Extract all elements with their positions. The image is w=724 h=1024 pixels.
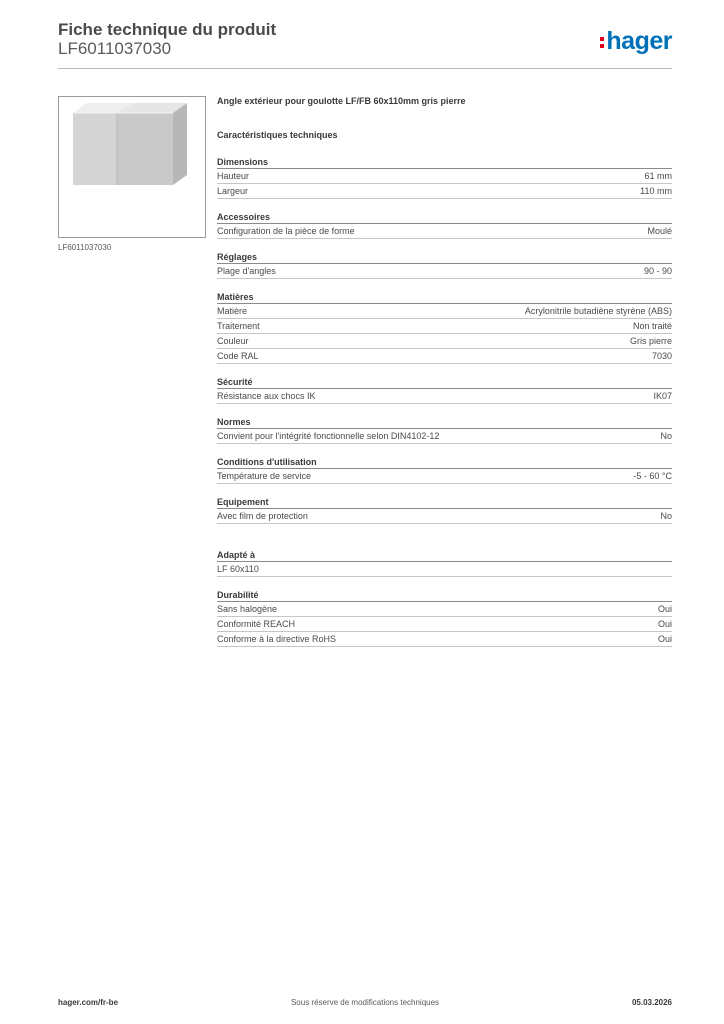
spec-row [217, 264, 672, 279]
spec-section [217, 291, 672, 364]
spec-section [217, 156, 672, 199]
spec-row [217, 562, 672, 577]
spec-value: Moulé [647, 226, 672, 236]
section-title: Conditions d'utilisation [217, 456, 672, 469]
spec-label: Configuration de la pièce de forme [217, 226, 355, 236]
spec-label: Température de service [217, 471, 312, 481]
spec-row [217, 169, 672, 184]
spec-section [217, 251, 672, 279]
section-title: Accessoires [217, 211, 672, 224]
spec-row [217, 429, 672, 444]
technical-characteristics-title: Caractéristiques techniques [217, 130, 338, 140]
section-title: Matières [217, 291, 672, 304]
footer-date: 05.03.2026 [631, 998, 672, 1007]
spec-value: Acrylonitrile butadiène styrène (ABS) [524, 306, 672, 316]
spec-section [217, 589, 672, 647]
spec-section [217, 211, 672, 239]
spec-sections [217, 156, 672, 647]
spec-value: No [660, 511, 672, 521]
spec-label: Conforme à la directive RoHS [217, 634, 337, 644]
product-details [217, 96, 672, 647]
spec-value: 110 mm [640, 186, 672, 196]
section-title: Sécurité [217, 376, 672, 389]
spec-section [217, 456, 672, 484]
spec-row [217, 469, 672, 484]
spec-label: LF 60x110 [217, 564, 259, 574]
product-image [58, 96, 206, 238]
page-title: Fiche technique du produit [58, 20, 277, 39]
spec-section [217, 496, 672, 524]
spec-value: No [660, 431, 672, 441]
spec-row [217, 389, 672, 404]
spec-value: -5 - 60 °C [633, 471, 672, 481]
spec-row [217, 184, 672, 199]
spec-value: 7030 [651, 351, 672, 361]
section-title: Réglages [217, 251, 672, 264]
spec-section [217, 416, 672, 444]
product-reference: LF6011037030 [58, 39, 172, 58]
section-title: Adapté à [217, 549, 672, 562]
spec-label: Traitement [217, 321, 260, 331]
spec-row [217, 349, 672, 364]
image-caption: LF6011037030 [58, 243, 112, 252]
spec-label: Largeur [217, 186, 249, 196]
spec-value: Gris pierre [629, 336, 672, 346]
hager-logo [600, 26, 672, 56]
spec-row [217, 602, 672, 617]
section-title: Dimensions [217, 156, 672, 169]
section-title: Equipement [217, 496, 672, 509]
section-title: Normes [217, 416, 672, 429]
spec-value: 90 - 90 [643, 266, 672, 276]
footer-website: hager.com/fr-be [58, 998, 119, 1007]
spec-value: Non traité [632, 321, 672, 331]
spec-value: Oui [657, 604, 672, 614]
spec-row [217, 632, 672, 647]
spec-row [217, 334, 672, 349]
spec-row [217, 224, 672, 239]
spec-row [217, 304, 672, 319]
spec-value: Oui [657, 634, 672, 644]
spec-label: Conformité REACH [217, 619, 296, 629]
spec-section [217, 549, 672, 577]
section-title: Durabilité [217, 589, 672, 602]
corner-duct-illustration [59, 97, 205, 237]
spec-label: Plage d'angles [217, 266, 276, 276]
spec-value: Oui [657, 619, 672, 629]
spec-label: Matière [217, 306, 248, 316]
spec-label: Couleur [217, 336, 249, 346]
spec-row [217, 617, 672, 632]
spec-label: Sans halogène [217, 604, 278, 614]
page-header [58, 20, 672, 70]
spec-section [217, 376, 672, 404]
spec-value: 61 mm [644, 171, 672, 181]
logo-text: hager [606, 27, 672, 55]
header-divider [58, 68, 672, 69]
spec-value: IK07 [653, 391, 672, 401]
product-name: Angle extérieur pour goulotte LF/FB 60x110mm gris pierre [217, 96, 466, 106]
spec-label: Résistance aux chocs IK [217, 391, 316, 401]
logo-dots-icon [600, 37, 604, 48]
spec-label: Code RAL [217, 351, 259, 361]
spec-label: Convient pour l'intégrité fonctionnelle selon DIN4102-12 [217, 431, 440, 441]
spec-row [217, 509, 672, 524]
spec-label: Avec film de protection [217, 511, 308, 521]
footer-disclaimer: Sous réserve de modifications techniques [290, 998, 440, 1007]
spec-row [217, 319, 672, 334]
spec-label: Hauteur [217, 171, 250, 181]
